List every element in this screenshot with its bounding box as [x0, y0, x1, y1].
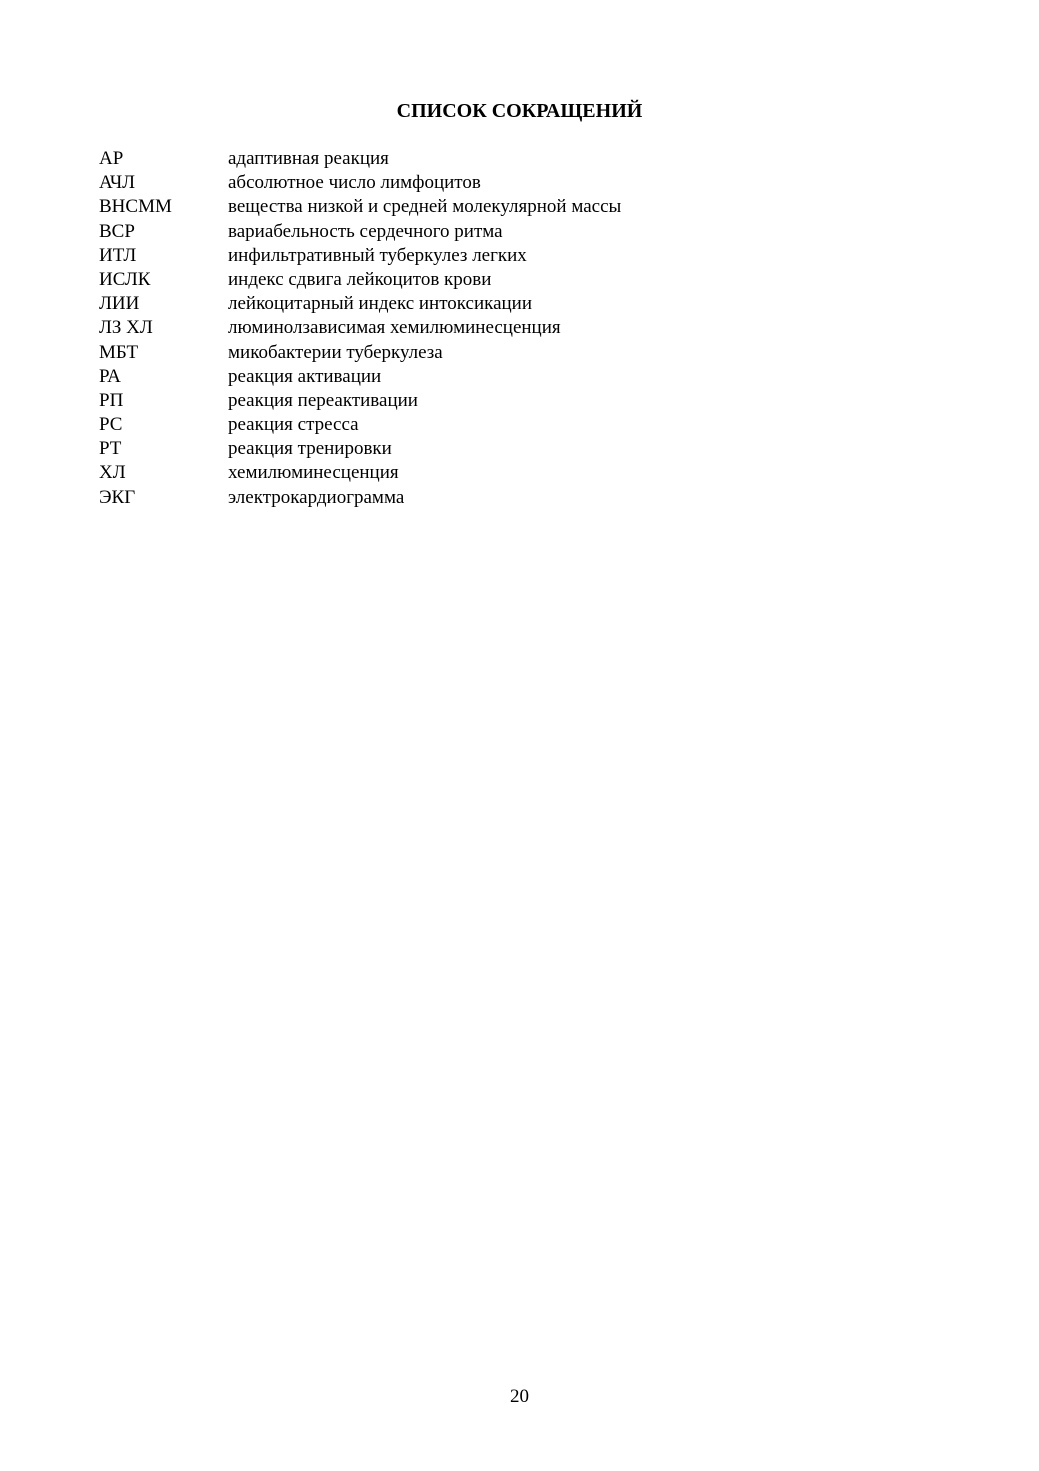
abbreviation-definition: реакция переактивации: [228, 389, 418, 411]
abbreviation-definition: реакция тренировки: [228, 438, 392, 460]
abbreviation-row: [99, 268, 621, 292]
abbreviation-row: [99, 220, 621, 244]
abbreviation-row: [99, 195, 621, 219]
abbreviation-row: [99, 413, 621, 437]
abbreviation-row: [99, 171, 621, 195]
abbreviation-term: ХЛ: [99, 462, 126, 484]
abbreviation-row: [99, 437, 621, 461]
abbreviation-definition: абсолютное число лимфоцитов: [228, 172, 481, 194]
abbreviation-row: [99, 147, 621, 171]
abbreviation-row: [99, 341, 621, 365]
abbreviation-definition: электрокардиограмма: [228, 486, 405, 508]
abbreviation-term: РП: [99, 389, 124, 411]
abbreviation-term: ЛЗ ХЛ: [99, 317, 153, 339]
abbreviation-definition: вещества низкой и средней молекулярной массы: [228, 196, 622, 218]
abbreviation-term: РС: [99, 414, 123, 436]
abbreviation-term: МБТ: [99, 341, 139, 363]
abbreviation-row: [99, 486, 621, 510]
abbreviation-definition: реакция стресса: [228, 414, 359, 436]
abbreviation-definition: лейкоцитарный индекс интоксикации: [228, 293, 533, 315]
page-number: 20: [510, 1386, 529, 1407]
abbreviation-row: [99, 316, 621, 340]
abbreviation-row: [99, 244, 621, 268]
abbreviation-definition: хемилюминесценция: [228, 462, 399, 484]
abbreviation-list: [99, 147, 621, 510]
abbreviation-term: ВНСММ: [99, 196, 172, 218]
abbreviation-definition: вариабельность сердечного ритма: [228, 220, 503, 242]
abbreviation-definition: реакция активации: [228, 365, 382, 387]
abbreviation-definition: индекс сдвига лейкоцитов крови: [228, 268, 492, 290]
abbreviation-term: ИСЛК: [99, 268, 151, 290]
abbreviation-row: [99, 461, 621, 485]
abbreviation-definition: инфильтративный туберкулез легких: [228, 244, 527, 266]
abbreviation-term: ИТЛ: [99, 244, 137, 266]
abbreviation-definition: микобактерии туберкулеза: [228, 341, 443, 363]
abbreviation-definition: люминолзависимая хемилюминесценция: [228, 317, 561, 339]
abbreviation-term: ЭКГ: [99, 486, 136, 508]
abbreviation-row: [99, 389, 621, 413]
abbreviation-definition: адаптивная реакция: [228, 148, 389, 169]
abbreviation-term: РТ: [99, 438, 122, 460]
abbreviation-term: АЧЛ: [99, 172, 136, 194]
page-title: СПИСОК СОКРАЩЕНИЙ: [396, 100, 643, 122]
abbreviation-term: ВСР: [99, 220, 135, 242]
abbreviation-row: [99, 365, 621, 389]
abbreviation-term: АР: [99, 148, 124, 169]
abbreviation-term: РА: [99, 365, 121, 387]
abbreviation-row: [99, 292, 621, 316]
abbreviation-term: ЛИИ: [99, 293, 140, 315]
